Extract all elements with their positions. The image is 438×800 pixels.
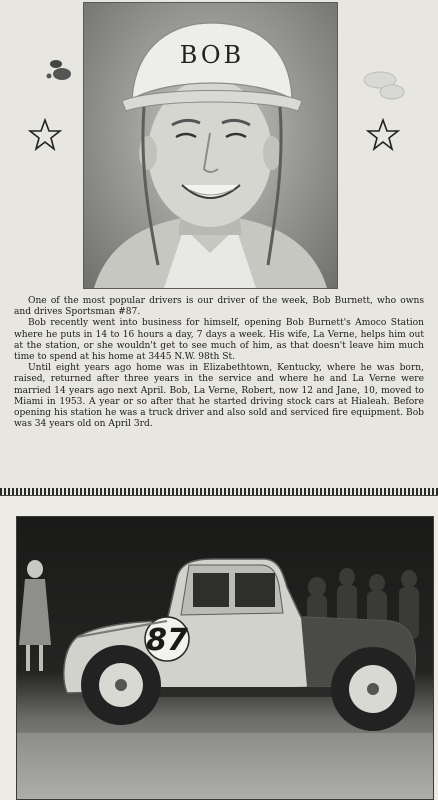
spectator-figure bbox=[19, 560, 51, 671]
ink-spot-right bbox=[358, 68, 408, 108]
star-icon-right bbox=[366, 118, 400, 152]
car-number: 87 bbox=[146, 623, 188, 658]
front-wheel bbox=[81, 645, 161, 725]
article-paragraph-history: Until eight years ago home was in Elizabethtown, Kentucky, where he was born, raised, returned after three years in the service and where he and La Verne were married 14 years ago next April. Bob, La Verne, Robert, now 12 and Jane, 10, moved to Miami in 1953. A year or so after that he started driving stock cars at Hialeah. Before opening his station he was a truck driver and also sold and serviced fire equipment. Bob was 34 years old on April 3rd. bbox=[14, 363, 424, 430]
page-divider bbox=[0, 488, 438, 495]
race-car-photo bbox=[16, 516, 434, 800]
rear-wheel bbox=[331, 647, 415, 731]
page-divider-rule bbox=[0, 495, 438, 496]
driver-portrait bbox=[83, 2, 338, 289]
star-icon-left bbox=[28, 118, 62, 152]
article-paragraph-intro: One of the most popular drivers is our driver of the week, Bob Burnett, who owns and drives Sportsman #87. bbox=[14, 296, 424, 318]
ink-spot-left bbox=[42, 56, 74, 86]
article-paragraph-business: Bob recently went into business for himself, opening Bob Burnett's Amoco Station where he puts in 14 to 16 hours a day, 7 days a week. His wife, La Verne, helps him out at the station, or she wouldn't get to see much of him, as that doesn't leave him much time to spend at his home at 3445 N.W. 98th St. bbox=[14, 318, 424, 363]
helmet-text: BOB bbox=[179, 41, 245, 69]
article-body bbox=[14, 296, 424, 430]
